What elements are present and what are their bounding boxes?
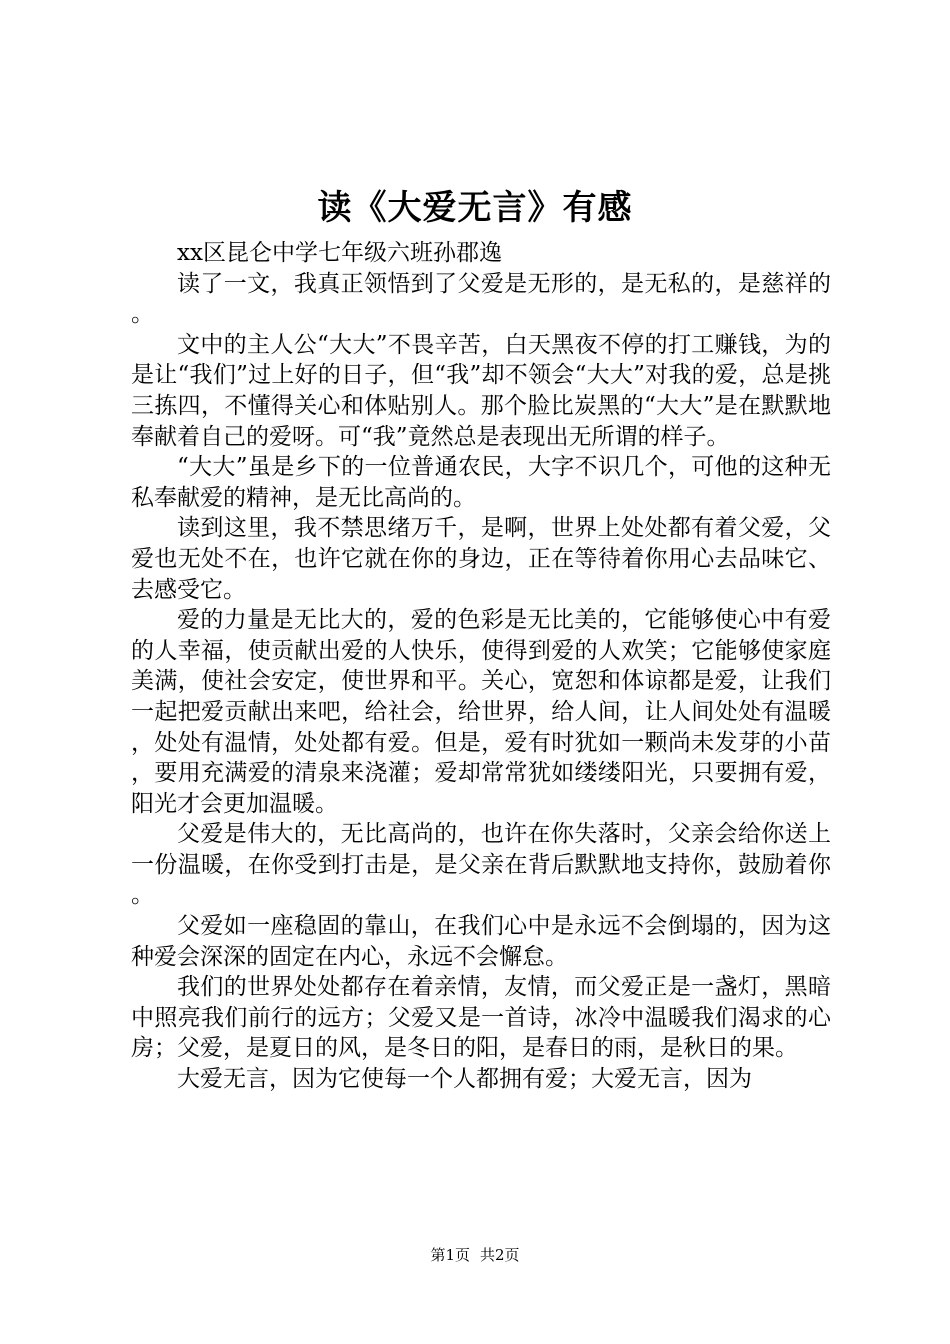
- paragraph: 父爱如一座稳固的靠山，在我们心中是永远不会倒塌的，因为这种爱会深深的固定在内心，永远不会懈怠。: [131, 913, 831, 970]
- paragraph: 父爱是伟大的，无比高尚的，也许在你失落时，父亲会给你送上一份温暖，在你受到打击是，是父亲在背后默默地支持你，鼓励着你。: [131, 821, 831, 909]
- paragraph: “大大”虽是乡下的一位普通农民，大字不识几个，可他的这种无私奉献爱的精神，是无比高尚的。: [131, 454, 831, 511]
- document-body: [131, 238, 831, 1095]
- paragraph: 文中的主人公“大大”不畏辛苦，白天黑夜不停的打工赚钱，为的是让“我们”过上好的日子，但“我”却不领会“大大”对我的爱，总是挑三拣四，不懂得关心和体贴别人。那个脸比炭黑的“大大”是在默默地奉献着自己的爱呀。可“我”竟然总是表现出无所谓的样子。: [131, 331, 831, 450]
- paragraph: 读了一文，我真正领悟到了父爱是无形的，是无私的，是慈祥的。: [131, 270, 831, 328]
- page-number: 第1页: [430, 1246, 470, 1264]
- paragraph: 我们的世界处处都存在着亲情，友情，而父爱正是一盏灯，黑暗中照亮我们前行的远方；父爱又是一首诗，冰冷中温暖我们渴求的心房；父爱，是夏日的风，是冬日的阳，是春日的雨，是秋日的果。: [131, 974, 831, 1062]
- paragraph: 爱的力量是无比大的，爱的色彩是无比美的，它能够使心中有爱的人幸福，使贡献出爱的人快乐，使得到爱的人欢笑；它能够使家庭美满，使社会安定，使世界和平。关心，宽恕和体谅都是爱，让我们一起把爱贡献出来吧，给社会，给世界，给人间，让人间处处有温暖，处处有温情，处处都有爱。但是，爱有时犹如一颗尚未发芽的小苗，要用充满爱的清泉来浇灌；爱却常常犹如缕缕阳光，只要拥有爱，阳光才会更加温暖。: [131, 607, 831, 817]
- page-total: 共2页: [480, 1246, 520, 1264]
- page-footer: [0, 1244, 950, 1266]
- document-title: 读《大爱无言》有感: [317, 188, 633, 228]
- paragraph: 读到这里，我不禁思绪万千，是啊，世界上处处都有着父爱，父爱也无处不在，也许它就在你的身边，正在等待着你用心去品味它、去感受它。: [131, 515, 831, 603]
- author-line: xx区昆仑中学七年级六班孙郡逸: [177, 240, 502, 266]
- paragraph: 大爱无言，因为它使每一个人都拥有爱；大爱无言，因为: [177, 1066, 752, 1093]
